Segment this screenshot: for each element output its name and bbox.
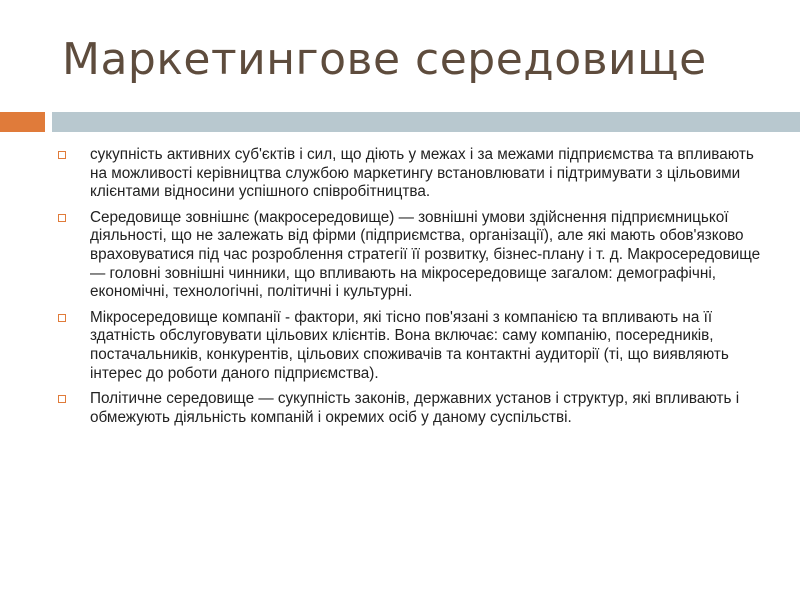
- list-item-text: сукупність активних суб'єктів і сил, що діють у межах і за межами підприємства та впливають на можливості керівництва службою маркетингу встановлювати і підтримувати з цільовими клієнтами відносини успішного співробітництва.: [90, 146, 754, 201]
- list-item-text: Середовище зовнішнє (макросередовище) — зовнішні умови здійснення підприємницької діяльності, що не залежать від фірми (підприємства, організації), але які мають обов'язково враховуватися під час розроблення стратегії її розвитку, бізнес-плану і т. д. Макросередовище — головні зовнішні чинники, що впливають на мікросередовище загалом: демографічні, економічні, технологічні, політичні і культурні.: [90, 208, 761, 301]
- list-item-text: Політичне середовище — сукупність законів, державних установ і структур, які впливають і обмежують діяльність компаній і окремих осіб у даному суспільстві.: [90, 390, 740, 426]
- list-item: [58, 390, 762, 427]
- title-accent-bar: [0, 112, 45, 132]
- square-bullet-icon: [58, 395, 66, 403]
- slide-title: Маркетингове середовище: [62, 34, 707, 85]
- list-item: [58, 309, 762, 383]
- bullet-list: [58, 146, 762, 434]
- list-item: [58, 146, 762, 202]
- title-divider-bar: [52, 112, 800, 132]
- list-item: [58, 209, 762, 302]
- list-item-text: Мікросередовище компанії - фактори, які тісно пов'язані з компанією та впливають на її здатність обслуговувати цільових клієнтів. Вона включає: саму компанію, посередників, постачальників, конкурентів, цільових споживачів та контактні аудиторії (ті, що виявляють інтерес до роботи даного підприємства).: [90, 308, 729, 382]
- square-bullet-icon: [58, 314, 66, 322]
- square-bullet-icon: [58, 214, 66, 222]
- square-bullet-icon: [58, 151, 66, 159]
